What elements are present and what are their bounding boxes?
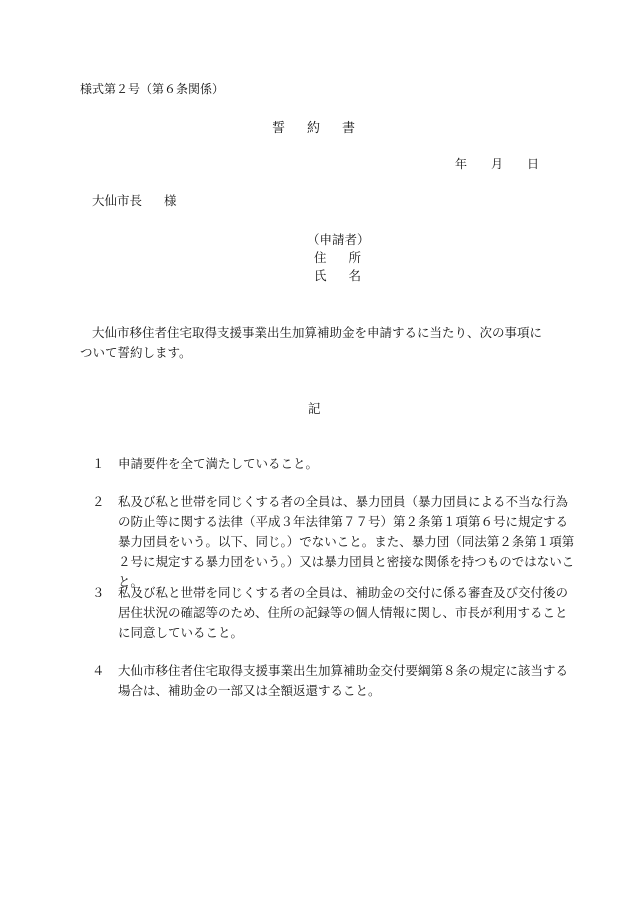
date-day: 日 (527, 157, 540, 171)
item-number: ２ (92, 494, 105, 509)
name-char-2: 名 (348, 268, 362, 283)
item-text: 大仙市移住者住宅取得支援事業出生加算補助金交付要綱第８条の規定に該当する場合は、補助金の一部又は全額返還すること。 (118, 663, 569, 698)
applicant-name-label (314, 270, 361, 283)
item-text: 私及び私と世帯を同じくする者の全員は、暴力団員（暴力団員による不当な行為の防止等に関する法律（平成３年法律第７７号）第２条第１項第６号に規定する暴力団員をいう。以下、同じ。）でないこと。また、暴力団（同法第２条第１項第２号に規定する暴力団をいう。）又は暴力団員と密接な関係を持つものではないこと。 (118, 494, 575, 589)
item-number: ３ (92, 585, 105, 600)
addressee-name: 大仙市長 (92, 193, 143, 208)
title-char-1: 誓 (272, 121, 286, 136)
applicant-address-label (314, 252, 361, 265)
title-char-3: 書 (342, 121, 356, 136)
intro-paragraph: 大仙市移住者住宅取得支援事業出生加算補助金を申請するに当たり、次の事項について誓約します。 (80, 325, 543, 360)
date-line (455, 158, 539, 170)
list-item (92, 454, 578, 474)
ki-heading: 記 (308, 401, 321, 416)
title-char-2: 約 (307, 121, 321, 136)
item-text: 申請要件を全て満たしていること。 (118, 456, 319, 471)
date-month: 月 (491, 157, 504, 171)
list-item (92, 583, 578, 643)
address-char-1: 住 (314, 250, 327, 265)
item-number: １ (92, 456, 105, 471)
document-title (272, 122, 355, 135)
date-year: 年 (455, 157, 468, 171)
list-item (92, 492, 578, 592)
list-item (92, 661, 578, 701)
addressee-honorific: 様 (164, 193, 177, 208)
item-number: ４ (92, 663, 105, 678)
address-char-2: 所 (348, 250, 362, 265)
addressee (92, 195, 177, 208)
applicant-label: （申請者） (307, 232, 370, 247)
name-char-1: 氏 (314, 268, 327, 283)
form-number: 様式第２号（第６条関係） (80, 82, 225, 96)
item-text: 私及び私と世帯を同じくする者の全員は、補助金の交付に係る審査及び交付後の居住状況の確認等のため、住所の記録等の個人情報に関し、市長が利用することに同意していること。 (118, 585, 569, 640)
